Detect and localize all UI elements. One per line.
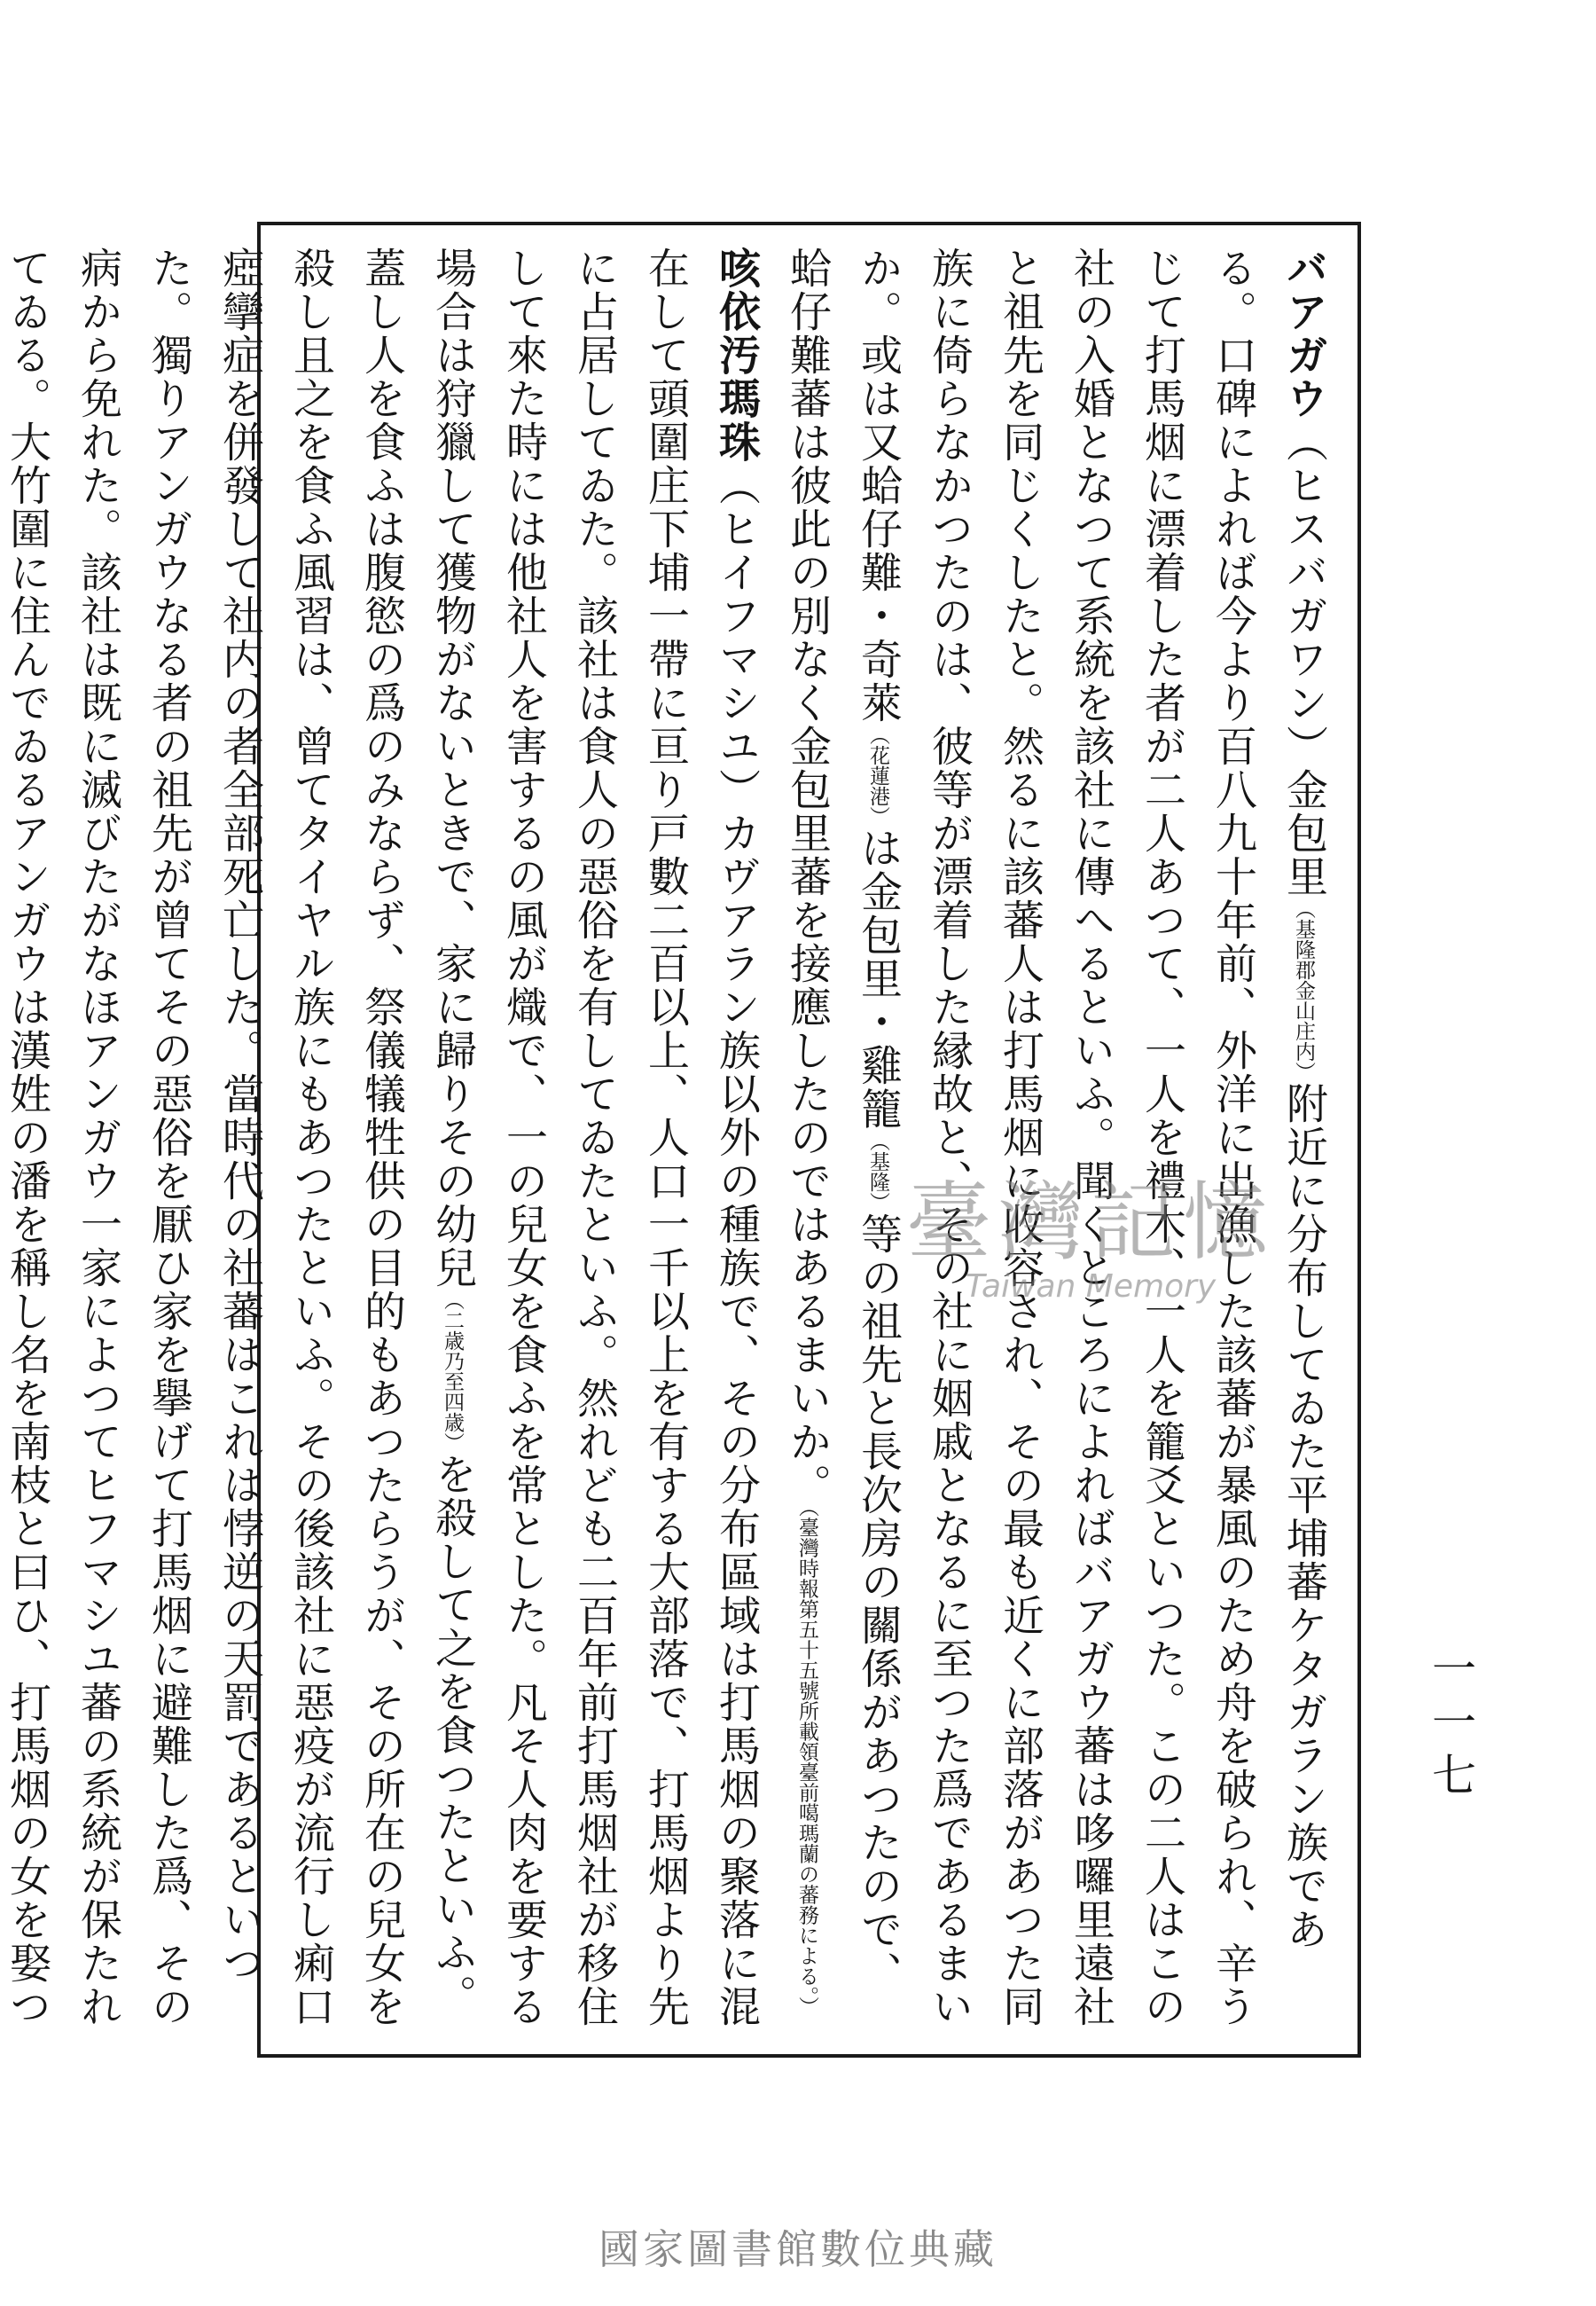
entry-heading: 咳依汚瑪珠 <box>712 247 761 464</box>
body-segment: カヴアラン族以外の種族で、その分布區域は打馬烟の聚落に混在して頭圍庄下埔一帶に亘り戸數二百以上、人口一千以上を有する大部落で、打馬烟より先に占居してゐた。該社は食人の惡俗を有してゐたといふ。然れども二百年前打馬烟社が移住して來た時には他社人を害するの風が熾で、一の兒女を食ふを常とした。凡そ人肉を要する場合は狩獵して獲物がないときで、家に歸りその幼兒 <box>428 247 761 2028</box>
entry-heading: バアガウ <box>1279 247 1328 420</box>
inline-note: （二歳乃至四歳） <box>441 1290 464 1453</box>
entry-reading: （ヒイフマシユ） <box>712 464 761 812</box>
paragraph <box>0 247 771 2029</box>
page-number: 一一七 <box>1425 1645 1476 1805</box>
footer-credit: 國家圖書館數位典藏 <box>598 2225 998 2273</box>
entry-reading: （ヒスバガワン） <box>1279 420 1328 768</box>
inline-note: （臺灣時報第五十五號所載領臺前噶瑪蘭の蕃務による。） <box>795 1507 818 2017</box>
inline-note: （基隆郡金山庄内） <box>1292 898 1315 1082</box>
watermark-text: 臺灣記憶 <box>906 1173 1275 1272</box>
body-segment: を殺して之を食つたといふ。蓋し人を食ふは腹慾の爲のみならず、祭儀犠牲供の目的もあつたらうが、その所在の兒女を殺し且之を食ふ風習は、曾てタイヤル族にもあつたといふ。その後該社に惡疫が流行し痢口瘂攣症を併發して社内の者全部死亡した。當時代の社蕃はこれは悖逆の天罰であるといつた。獨りアンガウなる者の祖先が曾てその惡俗を厭ひ家を擧げて打馬烟に避難した爲、その病から免れた。該社は既に滅びたがなほアンガウ一家によつてヒフマシユ蕃の系統が保たれてゐる。大竹圍に住んでゐるアンガウは漢姓の潘を稱し名を南枝と曰ひ、打馬烟の女を娶つ <box>3 247 477 2028</box>
paragraph <box>771 247 1339 2029</box>
inline-note: （花蓮港） <box>866 725 889 827</box>
body-segment: 金包里 <box>1279 768 1328 898</box>
watermark-subtext: Taiwan Memory <box>965 1268 1217 1305</box>
body-segment: は金包里・雞籠 <box>854 827 903 1131</box>
body-segment: 等の祖先と長次房の關係があつたので、蛤仔難蕃は彼此の別なく金包里蕃を接應したのではあるまいか。 <box>783 247 903 1995</box>
body-text <box>3 247 1339 2029</box>
body-segment: 附近に分布してゐた平埔蕃ケタガラン族である。口碑によれば今より百八九十年前、外洋に出漁した該蕃が暴風のため舟を破られ、辛うじて打馬烟に漂着した者が二人あつて、一人を禮木、一人を籠爻といつた。この二人はこの社の入婚となつて系統を該社に傳へるといふ。聞くところによればバアガウ蕃は哆囉里遠社と祖先を同じくしたと。然るに該蕃人は打馬烟に收容され、その最も近くに部落があつた同族に倚らなかつたのは、彼等が漂着した縁故と、その社に姻戚となるに至つた爲であるまいか。或は又蛤仔難・奇萊 <box>854 247 1328 2028</box>
inline-note: （基隆） <box>866 1131 889 1212</box>
